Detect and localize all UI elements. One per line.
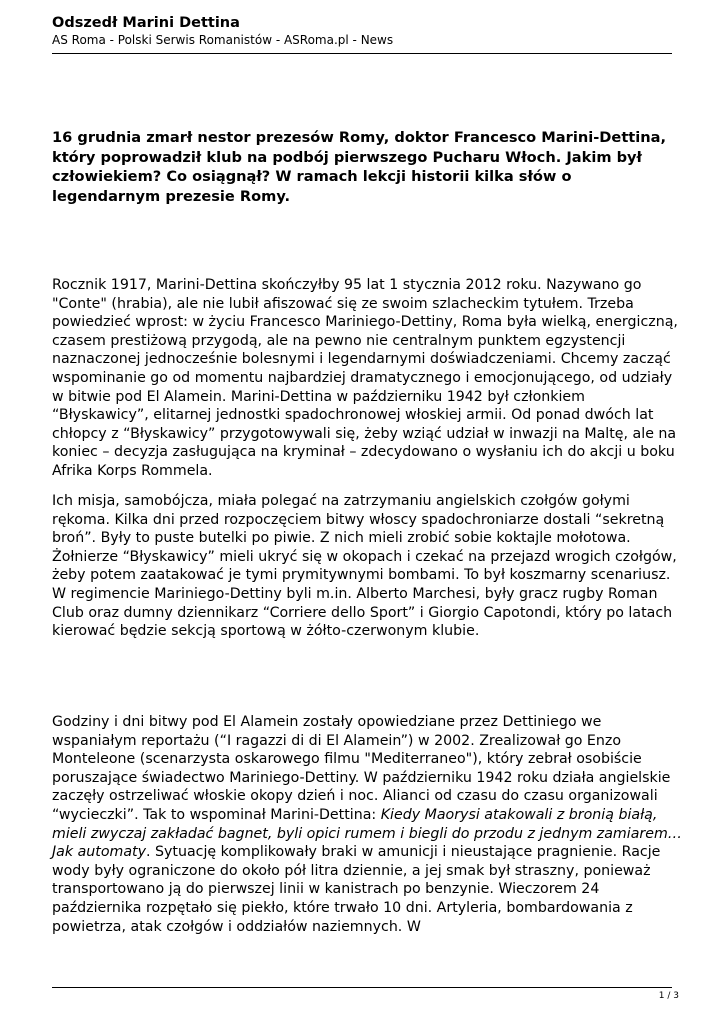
page-number: 1 / 3	[658, 991, 679, 1001]
article-title: Odszedł Marini Dettina	[52, 15, 240, 31]
site-subtitle: AS Roma - Polski Serwis Romanistów - ASRoma.pl - News	[52, 33, 394, 47]
article-lead: 16 grudnia zmarł nestor prezesów Romy, doktor Francesco Marini-Dettina, który poprowadził klub na podbój pierwszego Pucharu Włoch. Jakim był człowiekiem? Co osiągnął? W ramach lekcji historii kilka słów o legendarnym prezesie Romy.	[52, 129, 667, 205]
paragraph-3-text-start: Godziny i dni bitwy pod El Alamein zostały opowiedziane przez Dettiniego we wspaniałym reportażu (“I ragazzi di di El Alamein”) w 2002. Zrealizował go Enzo Monteleone (scenarzysta oskarowego filmu "Mediterraneo"), który zebrał osobiście poruszające świadectwo Mariniego-Dettiny. W październiku 1942 roku działa angielskie zaczęły ostrzeliwać włoskie okopy dzień i noc. Alianci od czasu do czasu organizowali “wycieczki”. Tak to wspominał Marini-Dettina:	[52, 714, 671, 823]
paragraph-3-quote: Kiedy Maorysi atakowali z bronią białą, mieli zwyczaj zakładać bagnet, byli opici rumem i biegli do przodu z jednym zamiarem… Jak automaty	[52, 806, 682, 861]
paragraph-2: Ich misja, samobójcza, miała polegać na zatrzymaniu angielskich czołgów gołymi rękoma. Kilka dni przed rozpoczęciem bitwy włoscy spadochroniarze dostali “sekretną broń”. Były to puste butelki po piwie. Z nich mieli zrobić sobie koktajle mołotowa. Żołnierze “Błyskawicy” mieli ukryć się w okopach i czekać na przejazd wrogich czołgów, żeby potem zaatakować je tymi prymitywnymi bombami. To był koszmarny scenariusz. W regimencie Mariniego-Dettiny byli m.in. Alberto Marchesi, były gracz rugby Roman Club oraz dumny dziennikarz “Corriere dello Sport” i Giorgio Capotondi, który po latach kierować będzie sekcją sportową w żółto-czerwonym klubie.	[52, 493, 677, 640]
page-header	[52, 14, 672, 48]
paragraph-3-text-end: . Sytuację komplikowały braki w amunicji i nieustające pragnienie. Racje wody były ograniczone do około pół litra dziennie, a jej smak był straszny, ponieważ transportowano ją do pierwszej linii w kanistrach po benzynie. Wieczorem 24 października rozpętało się piekło, które trwało 10 dni. Artyleria, bombardowania z powietrza, atak czołgów i oddziałów naziemnych. W	[52, 844, 661, 935]
footer-divider	[52, 987, 672, 988]
paragraph-3	[52, 713, 684, 936]
paragraph-1: Rocznik 1917, Marini-Dettina skończyłby 95 lat 1 stycznia 2012 roku. Nazywano go "Conte" (hrabia), ale nie lubił afiszować się ze swoim szlacheckim tytułem. Trzeba powiedzieć wprost: w życiu Francesco Mariniego-Dettiny, Roma była wielką, energiczną, czasem prestiżową przygodą, ale na pewno nie centralnym punktem egzystencji naznaczonej jednocześnie bolesnymi i legendarnymi doświadczeniami. Chcemy zacząć wspominanie go od momentu najbardziej dramatycznego i emocjonującego, od udziały w bitwie pod El Alamein. Marini-Dettina w październiku 1942 był członkiem “Błyskawicy”, elitarnej jednostki spadochronowej włoskiej armii. Od ponad dwóch lat chłopcy z “Błyskawicy” przygotowywali się, żeby wziąć udział w inwazji na Maltę, ale na koniec – decyzja zasługująca na kryminał – zdecydowano o wysłaniu ich do akcji u boku Afrika Korps Rommela.	[52, 277, 678, 479]
header-divider	[52, 53, 672, 54]
